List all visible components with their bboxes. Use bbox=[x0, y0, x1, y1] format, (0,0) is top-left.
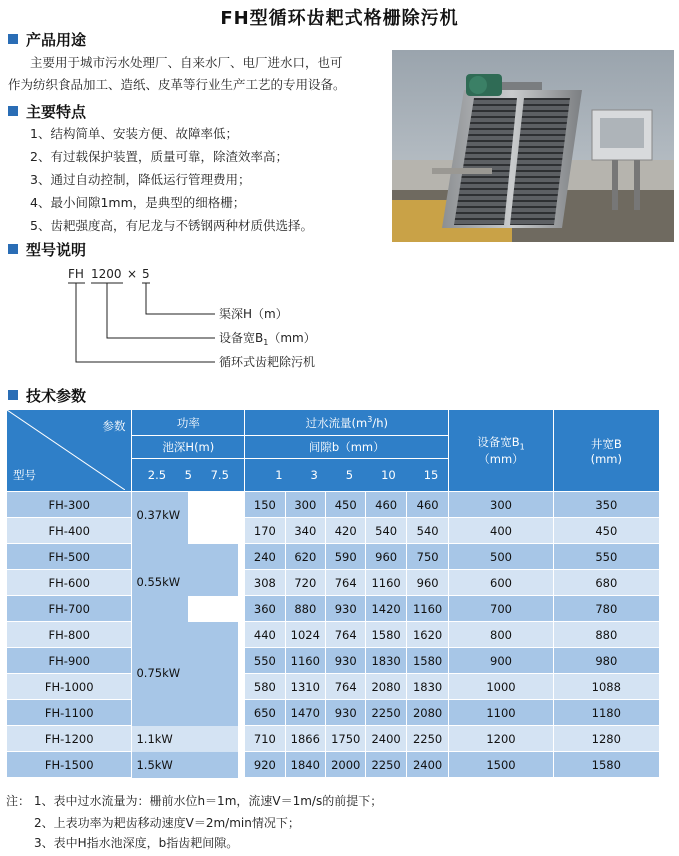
section-bullet-icon bbox=[8, 244, 18, 254]
cell-width-b1: 1200 bbox=[449, 726, 553, 752]
spec-table bbox=[6, 409, 660, 778]
cell-flow: 540 bbox=[406, 518, 449, 544]
cell-width-b1: 1100 bbox=[449, 700, 553, 726]
cell-well-width: 350 bbox=[553, 492, 659, 518]
cell-flow: 2080 bbox=[366, 674, 406, 700]
power-block-075 bbox=[132, 622, 245, 726]
note-line-1: 注： 1、表中过水流量为：栅前水位h＝1m，流速V＝1m/s的前提下； bbox=[6, 794, 383, 808]
power-block-055 bbox=[132, 544, 245, 622]
cell-flow: 450 bbox=[326, 492, 366, 518]
cell-flow: 930 bbox=[326, 596, 366, 622]
cell-flow: 650 bbox=[245, 700, 285, 726]
header-corner-params: 参数 bbox=[102, 419, 126, 433]
cell-flow: 170 bbox=[245, 518, 285, 544]
cell-model: FH-1100 bbox=[7, 700, 132, 726]
cell-well-width: 1280 bbox=[553, 726, 659, 752]
header-depth-values bbox=[132, 459, 245, 492]
cell-well-width: 1180 bbox=[553, 700, 659, 726]
cell-model: FH-700 bbox=[7, 596, 132, 622]
cell-flow: 2400 bbox=[406, 752, 449, 778]
cell-flow: 590 bbox=[326, 544, 366, 570]
header-width-b1: 设备宽$B_1$ （mm） bbox=[449, 410, 553, 492]
depth-value: 5 bbox=[184, 468, 192, 482]
power-block-11 bbox=[132, 726, 245, 752]
section-model bbox=[8, 240, 86, 258]
gap-value: 10 bbox=[381, 468, 396, 482]
cell-flow: 2080 bbox=[406, 700, 449, 726]
cell-flow: 550 bbox=[245, 648, 285, 674]
cell-flow: 930 bbox=[326, 648, 366, 674]
cell-flow: 1620 bbox=[406, 622, 449, 648]
cell-flow: 300 bbox=[285, 492, 325, 518]
cell-flow: 1580 bbox=[366, 622, 406, 648]
cell-flow: 1160 bbox=[366, 570, 406, 596]
cell-flow: 1830 bbox=[366, 648, 406, 674]
cell-width-b1: 700 bbox=[449, 596, 553, 622]
cell-model: FH-500 bbox=[7, 544, 132, 570]
header-gap-values bbox=[245, 459, 449, 492]
cell-flow: 240 bbox=[245, 544, 285, 570]
header-pool-depth: 池深H(m) bbox=[132, 436, 245, 459]
page-title: FH型循环齿耙式格栅除污机 bbox=[220, 8, 459, 29]
cell-flow: 930 bbox=[326, 700, 366, 726]
cell-model: FH-600 bbox=[7, 570, 132, 596]
cell-flow: 880 bbox=[285, 596, 325, 622]
cell-width-b1: 400 bbox=[449, 518, 553, 544]
cell-flow: 710 bbox=[245, 726, 285, 752]
table-row bbox=[7, 622, 660, 648]
cell-flow: 1866 bbox=[285, 726, 325, 752]
cell-model: FH-1200 bbox=[7, 726, 132, 752]
model-code-times: × bbox=[127, 267, 138, 281]
table-row bbox=[7, 700, 660, 726]
cell-flow: 750 bbox=[406, 544, 449, 570]
section-model-title: 型号说明 bbox=[26, 240, 87, 259]
section-bullet-icon bbox=[8, 34, 18, 44]
power-block-037 bbox=[132, 492, 245, 544]
model-label-width: 设备宽$B_1(mm)$ bbox=[219, 331, 316, 347]
table-row bbox=[7, 544, 660, 570]
cell-well-width: 450 bbox=[553, 518, 659, 544]
power-label: 0.55kW bbox=[136, 575, 181, 589]
cell-flow: 1310 bbox=[285, 674, 325, 700]
cell-flow: 764 bbox=[326, 622, 366, 648]
cell-model: FH-400 bbox=[7, 518, 132, 544]
header-gap: 间隙b（mm） bbox=[245, 436, 449, 459]
cell-flow: 2000 bbox=[326, 752, 366, 778]
section-bullet-icon bbox=[8, 390, 18, 400]
table-row bbox=[7, 674, 660, 700]
feature-item: 1、结构简单、安装方便、故障率低； bbox=[30, 126, 238, 141]
depth-value: 2.5 bbox=[147, 468, 167, 482]
gap-value: 1 bbox=[275, 468, 283, 482]
depth-value: 7.5 bbox=[210, 468, 229, 482]
feature-item: 2、有过载保护装置，质量可靠，除渣效率高； bbox=[30, 149, 288, 164]
cell-flow: 920 bbox=[245, 752, 285, 778]
usage-line-2: 作为纺织食品加工、造纸、皮革等行业生产工艺的专用设备。 bbox=[8, 77, 346, 92]
cell-well-width: 550 bbox=[553, 544, 659, 570]
cell-flow: 960 bbox=[366, 544, 406, 570]
cell-flow: 720 bbox=[285, 570, 325, 596]
cell-flow: 540 bbox=[366, 518, 406, 544]
cell-well-width: 980 bbox=[553, 648, 659, 674]
cell-flow: 580 bbox=[245, 674, 285, 700]
table-row bbox=[7, 752, 660, 778]
cell-width-b1: 800 bbox=[449, 622, 553, 648]
table-row bbox=[7, 648, 660, 674]
header-flow: 过水流量$(m^3/h)$ bbox=[245, 410, 449, 436]
table-row bbox=[7, 518, 660, 544]
cell-flow: 764 bbox=[326, 674, 366, 700]
cell-model: FH-300 bbox=[7, 492, 132, 518]
cell-flow: 2400 bbox=[366, 726, 406, 752]
cell-well-width: 880 bbox=[553, 622, 659, 648]
cell-flow: 1160 bbox=[406, 596, 449, 622]
header-corner-model: 型号 bbox=[13, 468, 36, 482]
cell-flow: 150 bbox=[245, 492, 285, 518]
cell-well-width: 680 bbox=[553, 570, 659, 596]
gap-value: 15 bbox=[423, 468, 439, 482]
header-corner bbox=[7, 410, 132, 492]
power-label: 0.37kW bbox=[136, 508, 181, 522]
cell-flow: 764 bbox=[326, 570, 366, 596]
section-bullet-icon bbox=[8, 106, 18, 116]
product-photo-image bbox=[392, 50, 674, 242]
model-label-machine: 循环式齿耙除污机 bbox=[219, 355, 316, 369]
cell-flow: 1830 bbox=[406, 674, 449, 700]
power-label: 1.1kW bbox=[136, 732, 173, 746]
table-row bbox=[7, 492, 660, 518]
section-params-title: 技术参数 bbox=[26, 386, 87, 405]
cell-flow: 1160 bbox=[285, 648, 325, 674]
cell-flow: 2250 bbox=[366, 752, 406, 778]
table-row bbox=[7, 570, 660, 596]
gap-value: 3 bbox=[310, 468, 318, 482]
product-photo bbox=[392, 50, 674, 242]
cell-flow: 2250 bbox=[366, 700, 406, 726]
cell-width-b1: 1000 bbox=[449, 674, 553, 700]
cell-well-width: 1580 bbox=[553, 752, 659, 778]
cell-width-b1: 500 bbox=[449, 544, 553, 570]
cell-width-b1: 300 bbox=[449, 492, 553, 518]
model-code-width: 1200 bbox=[91, 267, 122, 281]
cell-width-b1: 1500 bbox=[449, 752, 553, 778]
note-line-2: 2、上表功率为耙齿移动速度V＝2m/min情况下； bbox=[34, 816, 300, 830]
cell-flow: 960 bbox=[406, 570, 449, 596]
cell-flow: 1840 bbox=[285, 752, 325, 778]
cell-well-width: 1088 bbox=[553, 674, 659, 700]
table-row bbox=[7, 726, 660, 752]
cell-flow: 1750 bbox=[326, 726, 366, 752]
feature-item: 3、通过自动控制，降低运行管理费用； bbox=[30, 172, 251, 187]
section-params bbox=[8, 386, 86, 404]
cell-flow: 2250 bbox=[406, 726, 449, 752]
power-label: 1.5kW bbox=[136, 758, 173, 772]
feature-item: 5、齿耙强度高，有尼龙与不锈钢两种材质供选择。 bbox=[30, 218, 313, 233]
feature-item: 4、最小间隙1mm，是典型的细格栅； bbox=[30, 195, 246, 210]
section-usage-title: 产品用途 bbox=[26, 30, 87, 49]
cell-model: FH-900 bbox=[7, 648, 132, 674]
power-label: 0.75kW bbox=[136, 666, 181, 680]
table-row bbox=[7, 596, 660, 622]
model-code-fh: FH bbox=[68, 267, 84, 281]
section-features-title: 主要特点 bbox=[26, 102, 87, 121]
cell-model: FH-800 bbox=[7, 622, 132, 648]
note-line-3: 3、表中H指水池深度，b指齿耙间隙。 bbox=[34, 836, 239, 850]
model-code-depth: 5 bbox=[142, 267, 150, 281]
cell-flow: 460 bbox=[366, 492, 406, 518]
section-features bbox=[8, 102, 86, 120]
cell-flow: 340 bbox=[285, 518, 325, 544]
usage-line-1: 主要用于城市污水处理厂、自来水厂、电厂进水口，也可 bbox=[30, 55, 343, 70]
cell-width-b1: 600 bbox=[449, 570, 553, 596]
cell-flow: 620 bbox=[285, 544, 325, 570]
cell-flow: 308 bbox=[245, 570, 285, 596]
section-usage bbox=[8, 30, 86, 48]
cell-model: FH-1500 bbox=[7, 752, 132, 778]
cell-flow: 460 bbox=[406, 492, 449, 518]
gap-value: 5 bbox=[345, 468, 354, 482]
header-power: 功率 bbox=[132, 410, 245, 436]
cell-flow: 1580 bbox=[406, 648, 449, 674]
cell-flow: 360 bbox=[245, 596, 285, 622]
cell-flow: 1420 bbox=[366, 596, 406, 622]
power-block-15 bbox=[132, 752, 245, 778]
cell-flow: 420 bbox=[326, 518, 366, 544]
model-label-depth: 渠深H（m） bbox=[219, 307, 288, 321]
cell-flow: 1024 bbox=[285, 622, 325, 648]
cell-model: FH-1000 bbox=[7, 674, 132, 700]
cell-width-b1: 900 bbox=[449, 648, 553, 674]
header-well-width: 井宽B (mm) bbox=[553, 410, 659, 492]
cell-well-width: 780 bbox=[553, 596, 659, 622]
cell-flow: 440 bbox=[245, 622, 285, 648]
cell-flow: 1470 bbox=[285, 700, 325, 726]
